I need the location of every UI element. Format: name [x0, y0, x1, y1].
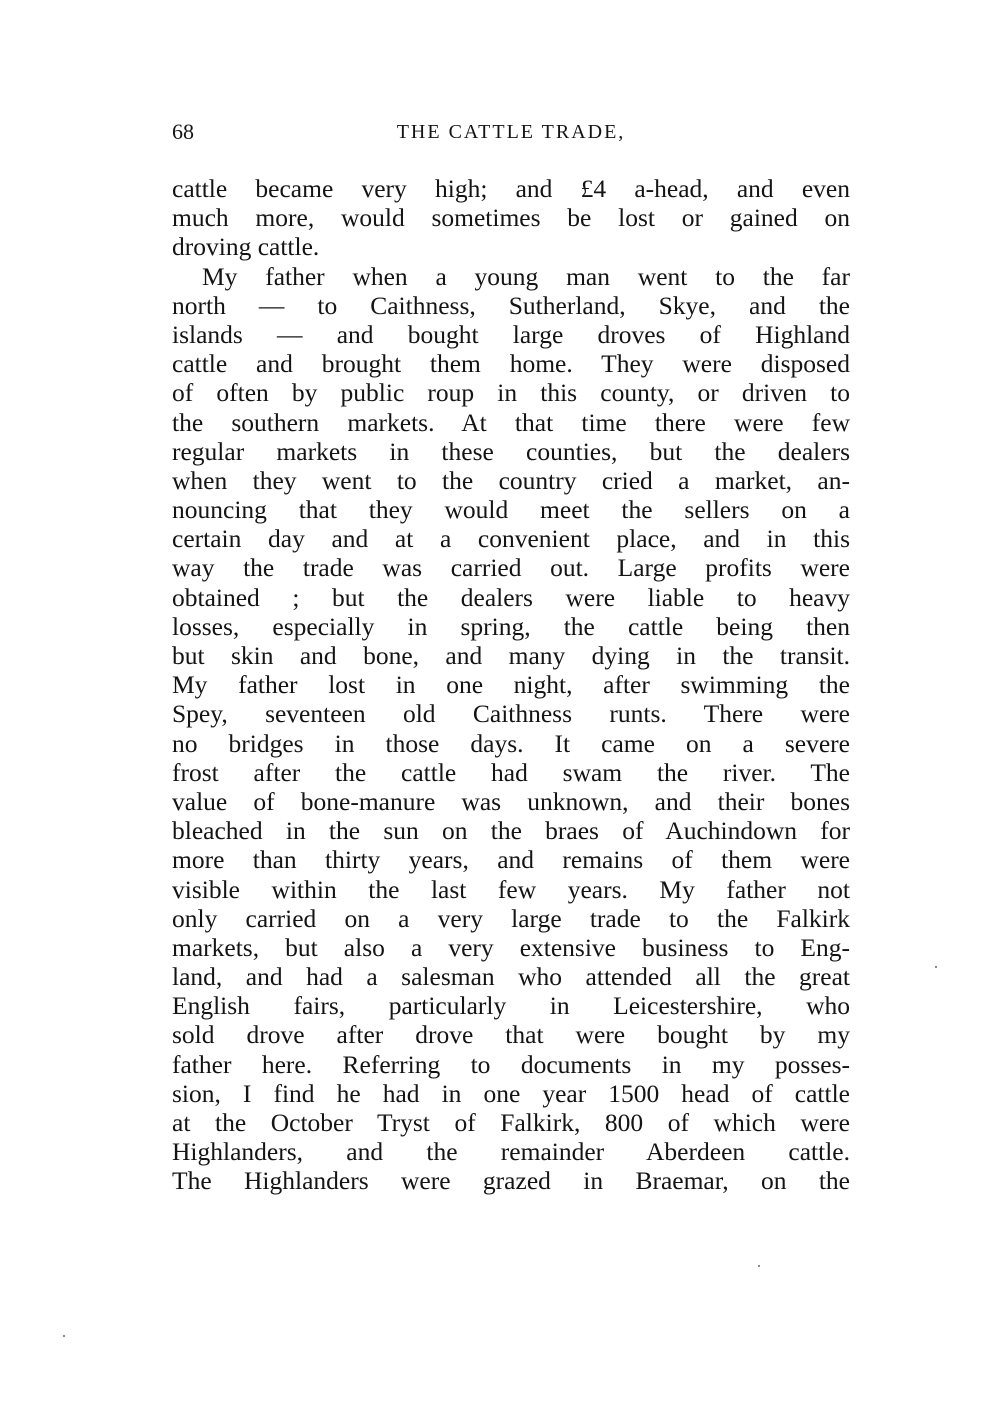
- text-line: but skin and bone, and many dying in the transit.: [172, 641, 850, 670]
- text-line: when they went to the country cried a market, an-: [172, 465, 850, 495]
- paper-speck: [935, 966, 937, 968]
- text-line: markets, but also a very extensive business to Eng-: [172, 932, 850, 962]
- text-line: cattle and brought them home. They were disposed: [172, 349, 850, 379]
- body-text: [172, 174, 850, 1196]
- text-line: cattle became very high; and £4 a-head, and even: [172, 174, 850, 203]
- text-line: islands — and bought large droves of Highland: [172, 319, 850, 349]
- text-line: My father lost in one night, after swimming the: [172, 670, 850, 700]
- text-line: the southern markets. At that time there were few: [172, 407, 850, 437]
- text-line: My father when a young man went to the far: [202, 261, 850, 291]
- text-line: of often by public roup in this county, or driven to: [172, 378, 850, 408]
- text-line: nouncing that they would meet the sellers on a: [172, 495, 850, 525]
- text-line: north — to Caithness, Sutherland, Skye, and the: [172, 290, 850, 320]
- text-line: visible within the last few years. My father not: [172, 874, 850, 904]
- text-line: much more, would sometimes be lost or gained on: [172, 203, 850, 233]
- text-line: sion, I find he had in one year 1500 head of cattle: [172, 1078, 850, 1108]
- text-line: land, and had a salesman who attended all the great: [172, 962, 850, 992]
- text-line: Highlanders, and the remainder Aberdeen cattle.: [172, 1137, 850, 1167]
- text-line: Spey, seventeen old Caithness runts. There were: [172, 699, 850, 729]
- text-line: obtained ; but the dealers were liable to heavy: [172, 582, 850, 612]
- text-line: sold drove after drove that were bought by my: [172, 1020, 850, 1050]
- text-line: at the October Tryst of Falkirk, 800 of which were: [172, 1108, 850, 1137]
- text-line: no bridges in those days. It came on a severe: [172, 728, 850, 758]
- text-line: way the trade was carried out. Large profits were: [172, 553, 850, 583]
- text-line: losses, especially in spring, the cattle being then: [172, 611, 850, 641]
- text-line: bleached in the sun on the braes of Auchindown for: [172, 816, 850, 846]
- text-line: more than thirty years, and remains of them were: [172, 845, 850, 875]
- paper-speck: [758, 1265, 760, 1267]
- text-line: frost after the cattle had swam the river. The: [172, 757, 850, 787]
- text-line: value of bone-manure was unknown, and their bones: [172, 786, 850, 816]
- text-line: The Highlanders were grazed in Braemar, on the: [172, 1166, 850, 1196]
- paper-speck: [63, 1335, 65, 1337]
- text-line: certain day and at a convenient place, and in this: [172, 524, 850, 554]
- running-head: THE CATTLE TRADE,: [396, 121, 626, 143]
- text-line: father here. Referring to documents in my posses-: [172, 1049, 850, 1079]
- text-line: English fairs, particularly in Leicestershire, who: [172, 991, 850, 1021]
- page-header: [172, 117, 850, 147]
- page-number: 68: [172, 119, 194, 144]
- text-line: droving cattle.: [172, 232, 320, 262]
- text-line: regular markets in these counties, but the dealers: [172, 436, 850, 466]
- text-line: only carried on a very large trade to the Falkirk: [172, 903, 850, 933]
